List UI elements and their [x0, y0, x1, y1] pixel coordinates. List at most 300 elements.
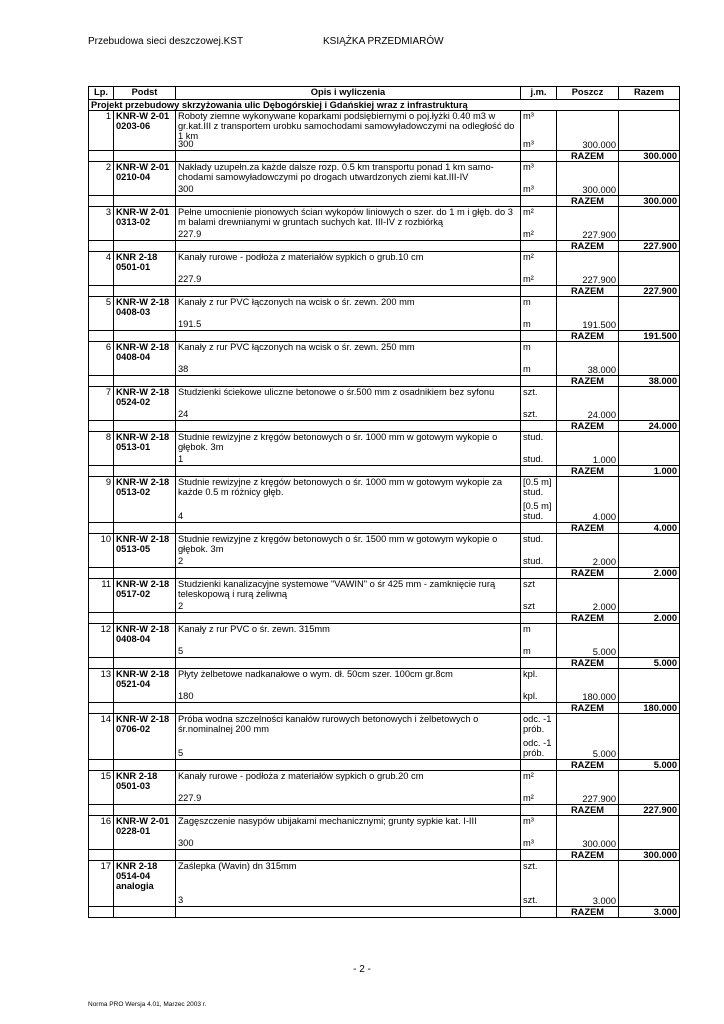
item-unit-bottom: m²	[523, 793, 534, 803]
item-unit-top: m	[523, 342, 531, 352]
razem-label: RAZEM	[557, 421, 619, 432]
razem-spacer	[114, 286, 176, 297]
razem-spacer	[521, 613, 557, 624]
razem-row	[89, 703, 680, 714]
razem-row	[89, 376, 680, 387]
item-unit-top: stud.	[523, 534, 544, 544]
item-qty: 180	[178, 691, 194, 701]
item-qty: 24	[178, 409, 189, 419]
item-razem-empty	[619, 297, 680, 331]
item-unit	[521, 816, 557, 850]
razem-value: 180.000	[619, 703, 680, 714]
item-podst: KNR 2-18 0514-04 analogia	[114, 861, 176, 907]
col-jm: j.m.	[521, 87, 557, 100]
razem-spacer	[114, 196, 176, 207]
razem-spacer	[176, 241, 521, 252]
item-unit	[521, 252, 557, 286]
item-qty: 5	[178, 646, 184, 656]
razem-spacer	[114, 331, 176, 342]
razem-value: 38.000	[619, 376, 680, 387]
item-unit-bottom: m	[523, 364, 531, 374]
item-desc-text: Nakłady uzupełn.za każde dalsze rozp. 0.5 km transportu ponad 1 km samo-chodami samowyładowczymi po drogach utwardzonych ziemi kat.III-IV	[178, 162, 494, 182]
item-qty: 227.9	[178, 793, 202, 803]
item-qty: 227.9	[178, 229, 202, 239]
razem-spacer	[89, 421, 114, 432]
col-podst: Podst	[114, 87, 176, 100]
item-qty: 38	[178, 364, 189, 374]
item-lp: 17	[89, 861, 114, 907]
razem-spacer	[176, 760, 521, 771]
item-poszcz: 300.000	[557, 111, 619, 151]
item-razem-empty	[619, 252, 680, 286]
item-razem-empty	[619, 207, 680, 241]
item-lp: 2	[89, 162, 114, 196]
item-unit-bottom: kpl.	[523, 691, 538, 701]
item-description	[176, 816, 521, 850]
razem-spacer	[176, 331, 521, 342]
item-lp: 13	[89, 669, 114, 703]
item-unit-top: m³	[523, 816, 534, 826]
table-row	[89, 624, 680, 658]
razem-label: RAZEM	[557, 907, 619, 918]
razem-spacer	[176, 613, 521, 624]
item-description	[176, 111, 521, 151]
item-unit-top: m	[523, 297, 531, 307]
razem-spacer	[176, 286, 521, 297]
item-qty: 2	[178, 601, 184, 611]
item-razem-empty	[619, 669, 680, 703]
item-podst: KNR-W 2-18 0408-04	[114, 342, 176, 376]
razem-value: 227.900	[619, 805, 680, 816]
item-unit-bottom: m²	[523, 274, 534, 284]
item-unit	[521, 477, 557, 523]
razem-spacer	[114, 523, 176, 534]
item-unit	[521, 162, 557, 196]
item-desc-text: Zaślepka (Wavin) dn 315mm	[178, 861, 297, 871]
razem-spacer	[176, 850, 521, 861]
item-unit-bottom: m³	[523, 139, 534, 149]
item-description	[176, 771, 521, 805]
item-unit	[521, 771, 557, 805]
col-poszcz: Poszcz	[557, 87, 619, 100]
item-unit-bottom: m³	[523, 838, 534, 848]
razem-spacer	[89, 907, 114, 918]
item-desc-text: Studnie rewizyjne z kręgów betonowych o śr. 1000 mm w gotowym wykopie o głębok. 3m	[178, 432, 498, 452]
razem-label: RAZEM	[557, 658, 619, 669]
item-poszcz: 191.500	[557, 297, 619, 331]
item-razem-empty	[619, 714, 680, 760]
item-lp: 3	[89, 207, 114, 241]
item-razem-empty	[619, 387, 680, 421]
razem-spacer	[114, 805, 176, 816]
item-unit-bottom: [0.5 m] stud.	[523, 501, 552, 521]
item-unit-top: szt.	[523, 861, 538, 871]
item-description	[176, 387, 521, 421]
razem-spacer	[521, 421, 557, 432]
table-header-row	[89, 87, 680, 100]
item-unit	[521, 861, 557, 907]
item-podst: KNR-W 2-18 0513-02	[114, 477, 176, 523]
razem-spacer	[176, 658, 521, 669]
razem-spacer	[521, 523, 557, 534]
table-row	[89, 861, 680, 907]
razem-spacer	[89, 703, 114, 714]
razem-spacer	[176, 523, 521, 534]
item-poszcz: 5.000	[557, 624, 619, 658]
item-poszcz: 227.900	[557, 252, 619, 286]
item-unit-top: szt	[523, 579, 535, 589]
razem-spacer	[89, 196, 114, 207]
item-desc-text: Studnie rewizyjne z kręgów betonowych o śr. 1000 mm w gotowym wykopie za każde 0.5 m różnicy głęb.	[178, 477, 502, 497]
project-title: Projekt przebudowy skrzyżowania ulic Dębogórskiej i Gdańskiej wraz z infrastrukturą	[89, 100, 680, 111]
item-description	[176, 669, 521, 703]
item-qty: 300	[178, 184, 194, 194]
item-lp: 6	[89, 342, 114, 376]
item-description	[176, 477, 521, 523]
item-razem-empty	[619, 111, 680, 151]
razem-value: 3.000	[619, 907, 680, 918]
razem-label: RAZEM	[557, 241, 619, 252]
razem-spacer	[114, 907, 176, 918]
razem-spacer	[521, 196, 557, 207]
razem-spacer	[521, 760, 557, 771]
item-unit-top: m³	[523, 162, 534, 172]
file-name: Przebudowa sieci deszczowej.KST	[88, 36, 244, 47]
item-desc-text: Pełne umocnienie pionowych ścian wykopów liniowych o szer. do 1 m i głęb. do 3 m balami drewnianymi w gruntach suchych kat. III-IV z rozbiórką	[178, 207, 513, 227]
item-lp: 8	[89, 432, 114, 466]
razem-label: RAZEM	[557, 760, 619, 771]
razem-value: 191.500	[619, 331, 680, 342]
table-row	[89, 342, 680, 376]
razem-label: RAZEM	[557, 466, 619, 477]
item-podst: KNR-W 2-18 0517-02	[114, 579, 176, 613]
table-row	[89, 816, 680, 850]
razem-spacer	[89, 241, 114, 252]
item-unit-bottom: szt.	[523, 409, 538, 419]
item-qty: 191.5	[178, 319, 202, 329]
item-poszcz: 180.000	[557, 669, 619, 703]
item-podst: KNR-W 2-18 0706-02	[114, 714, 176, 760]
razem-spacer	[114, 241, 176, 252]
razem-row	[89, 907, 680, 918]
item-qty: 3	[178, 895, 184, 905]
razem-value: 5.000	[619, 760, 680, 771]
razem-row	[89, 523, 680, 534]
item-qty: 300	[178, 838, 194, 848]
item-description	[176, 297, 521, 331]
item-qty: 5	[178, 748, 184, 758]
item-unit	[521, 432, 557, 466]
measurement-table	[88, 86, 680, 918]
item-lp: 14	[89, 714, 114, 760]
razem-row	[89, 421, 680, 432]
razem-label: RAZEM	[557, 151, 619, 162]
razem-label: RAZEM	[557, 613, 619, 624]
razem-spacer	[176, 151, 521, 162]
razem-spacer	[176, 805, 521, 816]
item-qty: 2	[178, 556, 184, 566]
razem-spacer	[521, 907, 557, 918]
razem-spacer	[176, 568, 521, 579]
item-razem-empty	[619, 432, 680, 466]
item-desc-text: Kanały z rur PVC łączonych na wcisk o śr. zewn. 250 mm	[178, 342, 415, 352]
item-podst: KNR-W 2-18 0521-04	[114, 669, 176, 703]
item-unit	[521, 669, 557, 703]
item-description	[176, 252, 521, 286]
razem-spacer	[114, 568, 176, 579]
item-poszcz: 2.000	[557, 579, 619, 613]
item-unit	[521, 579, 557, 613]
razem-spacer	[176, 466, 521, 477]
item-desc-text: Studzienki kanalizacyjne systemowe "VAWIN" o śr 425 mm - zamknięcie rurą teleskopową i rurą żeliwną	[178, 579, 496, 599]
razem-row	[89, 658, 680, 669]
razem-spacer	[114, 613, 176, 624]
table-row	[89, 297, 680, 331]
item-unit-top: m	[523, 624, 531, 634]
item-poszcz: 5.000	[557, 714, 619, 760]
item-description	[176, 579, 521, 613]
table-row	[89, 771, 680, 805]
razem-spacer	[89, 613, 114, 624]
item-podst: KNR-W 2-18 0513-01	[114, 432, 176, 466]
item-desc-text: Kanały rurowe - podłoża z materiałów sypkich o grub.20 cm	[178, 771, 424, 781]
item-lp: 9	[89, 477, 114, 523]
razem-spacer	[521, 331, 557, 342]
item-qty: 300	[178, 139, 194, 149]
item-podst: KNR-W 2-18 0408-03	[114, 297, 176, 331]
item-podst: KNR-W 2-01 0203-06	[114, 111, 176, 151]
item-desc-text: Próba wodna szczelności kanałów rurowych betonowych i żelbetowych o śr.nominalnej 200 mm	[178, 714, 479, 734]
item-desc-text: Płyty żelbetowe nadkanałowe o wym. dł. 50cm szer. 100cm gr.8cm	[178, 669, 453, 679]
razem-label: RAZEM	[557, 850, 619, 861]
razem-spacer	[89, 760, 114, 771]
razem-value: 227.900	[619, 286, 680, 297]
razem-spacer	[176, 703, 521, 714]
table-row	[89, 714, 680, 760]
razem-row	[89, 331, 680, 342]
item-unit-bottom: szt	[523, 601, 535, 611]
item-poszcz: 300.000	[557, 162, 619, 196]
item-unit-top: m²	[523, 771, 534, 781]
razem-spacer	[114, 658, 176, 669]
razem-spacer	[89, 850, 114, 861]
razem-spacer	[521, 805, 557, 816]
item-razem-empty	[619, 861, 680, 907]
razem-value: 300.000	[619, 850, 680, 861]
razem-label: RAZEM	[557, 196, 619, 207]
item-description	[176, 207, 521, 241]
razem-label: RAZEM	[557, 568, 619, 579]
item-poszcz: 4.000	[557, 477, 619, 523]
col-opis: Opis i wyliczenia	[176, 87, 521, 100]
razem-spacer	[521, 241, 557, 252]
item-lp: 7	[89, 387, 114, 421]
razem-value: 227.900	[619, 241, 680, 252]
table-row	[89, 669, 680, 703]
razem-spacer	[114, 703, 176, 714]
item-description	[176, 624, 521, 658]
item-qty: 4	[178, 511, 184, 521]
item-lp: 5	[89, 297, 114, 331]
razem-label: RAZEM	[557, 376, 619, 387]
razem-spacer	[89, 523, 114, 534]
item-unit	[521, 714, 557, 760]
item-razem-empty	[619, 477, 680, 523]
razem-value: 24.000	[619, 421, 680, 432]
item-podst: KNR-W 2-01 0210-04	[114, 162, 176, 196]
item-description	[176, 714, 521, 760]
razem-row	[89, 850, 680, 861]
razem-label: RAZEM	[557, 523, 619, 534]
razem-row	[89, 196, 680, 207]
item-razem-empty	[619, 342, 680, 376]
razem-spacer	[89, 568, 114, 579]
razem-row	[89, 568, 680, 579]
item-unit-top: m³	[523, 111, 534, 121]
item-unit	[521, 624, 557, 658]
item-poszcz: 38.000	[557, 342, 619, 376]
razem-spacer	[114, 151, 176, 162]
razem-spacer	[89, 331, 114, 342]
item-qty: 227.9	[178, 274, 202, 284]
razem-spacer	[521, 286, 557, 297]
item-unit-bottom: stud.	[523, 556, 544, 566]
razem-row	[89, 805, 680, 816]
item-lp: 16	[89, 816, 114, 850]
razem-spacer	[114, 421, 176, 432]
item-desc-text: Roboty ziemne wykonywane koparkami podsiębiernymi o poj.łyżki 0.40 m3 w gr.kat.III z transportem urobku samochodami samowyładowczymi na odległość do 1 km	[178, 111, 515, 141]
item-razem-empty	[619, 816, 680, 850]
razem-value: 2.000	[619, 613, 680, 624]
razem-spacer	[114, 850, 176, 861]
razem-spacer	[521, 850, 557, 861]
razem-spacer	[521, 658, 557, 669]
item-unit	[521, 342, 557, 376]
razem-spacer	[89, 466, 114, 477]
item-podst: KNR-W 2-18 0513-05	[114, 534, 176, 568]
item-poszcz: 227.900	[557, 771, 619, 805]
razem-value: 4.000	[619, 523, 680, 534]
table-row	[89, 252, 680, 286]
item-lp: 15	[89, 771, 114, 805]
item-unit-bottom: m²	[523, 229, 534, 239]
razem-row	[89, 151, 680, 162]
item-unit-bottom: m	[523, 646, 531, 656]
item-razem-empty	[619, 771, 680, 805]
col-lp: Lp.	[89, 87, 114, 100]
item-unit-top: m²	[523, 252, 534, 262]
item-podst: KNR-W 2-01 0228-01	[114, 816, 176, 850]
item-desc-text: Kanały z rur PVC łączonych na wcisk o śr. zewn. 200 mm	[178, 297, 415, 307]
item-lp: 4	[89, 252, 114, 286]
item-razem-empty	[619, 162, 680, 196]
table-row	[89, 111, 680, 151]
item-razem-empty	[619, 579, 680, 613]
item-unit-bottom: m	[523, 319, 531, 329]
razem-label: RAZEM	[557, 286, 619, 297]
item-unit-top: stud.	[523, 432, 544, 442]
razem-row	[89, 760, 680, 771]
item-razem-empty	[619, 624, 680, 658]
razem-spacer	[89, 151, 114, 162]
item-poszcz: 3.000	[557, 861, 619, 907]
table-row	[89, 579, 680, 613]
razem-spacer	[521, 151, 557, 162]
razem-spacer	[176, 907, 521, 918]
razem-row	[89, 466, 680, 477]
item-razem-empty	[619, 534, 680, 568]
razem-spacer	[89, 376, 114, 387]
item-qty: 1	[178, 454, 184, 464]
razem-label: RAZEM	[557, 805, 619, 816]
razem-spacer	[521, 466, 557, 477]
item-podst: KNR 2-18 0501-03	[114, 771, 176, 805]
item-podst: KNR-W 2-18 0524-02	[114, 387, 176, 421]
razem-spacer	[521, 703, 557, 714]
razem-row	[89, 241, 680, 252]
item-unit	[521, 111, 557, 151]
table-row	[89, 207, 680, 241]
item-description	[176, 534, 521, 568]
item-description	[176, 861, 521, 907]
item-poszcz: 2.000	[557, 534, 619, 568]
item-poszcz: 300.000	[557, 816, 619, 850]
col-razem: Razem	[619, 87, 680, 100]
item-desc-text: Studzienki ściekowe uliczne betonowe o śr.500 mm z osadnikiem bez syfonu	[178, 387, 495, 397]
item-desc-text: Kanały rurowe - podłoża z materiałów sypkich o grub.10 cm	[178, 252, 424, 262]
item-lp: 1	[89, 111, 114, 151]
item-unit-top: odc. -1 prób.	[523, 714, 552, 734]
razem-spacer	[89, 805, 114, 816]
item-unit-top: szt.	[523, 387, 538, 397]
item-unit-bottom: odc. -1 prób.	[523, 738, 552, 758]
item-poszcz: 227.900	[557, 207, 619, 241]
razem-label: RAZEM	[557, 331, 619, 342]
razem-value: 1.000	[619, 466, 680, 477]
item-unit-top: [0.5 m] stud.	[523, 477, 552, 497]
item-podst: KNR-W 2-18 0408-04	[114, 624, 176, 658]
razem-label: RAZEM	[557, 703, 619, 714]
item-unit	[521, 534, 557, 568]
item-unit-bottom: m³	[523, 184, 534, 194]
table-row	[89, 477, 680, 523]
item-desc-text: Zagęszczenie nasypów ubijakami mechanicznymi; grunty sypkie kat. I-III	[178, 816, 477, 826]
table-row	[89, 432, 680, 466]
software-version: Norma PRO Wersja 4.01, Marzec 2003 r.	[88, 1001, 207, 1008]
razem-spacer	[114, 376, 176, 387]
item-desc-text: Kanały z rur PVC o śr. zewn. 315mm	[178, 624, 330, 634]
table-row	[89, 534, 680, 568]
razem-spacer	[176, 376, 521, 387]
table-row	[89, 387, 680, 421]
item-poszcz: 24.000	[557, 387, 619, 421]
razem-spacer	[114, 466, 176, 477]
item-lp: 10	[89, 534, 114, 568]
item-unit-bottom: stud.	[523, 454, 544, 464]
item-lp: 12	[89, 624, 114, 658]
razem-spacer	[521, 376, 557, 387]
razem-value: 300.000	[619, 196, 680, 207]
item-podst: KNR 2-18 0501-01	[114, 252, 176, 286]
razem-spacer	[89, 658, 114, 669]
razem-value: 5.000	[619, 658, 680, 669]
item-description	[176, 432, 521, 466]
razem-value: 300.000	[619, 151, 680, 162]
item-unit-top: m²	[523, 207, 534, 217]
razem-row	[89, 286, 680, 297]
table-row	[89, 162, 680, 196]
razem-row	[89, 613, 680, 624]
